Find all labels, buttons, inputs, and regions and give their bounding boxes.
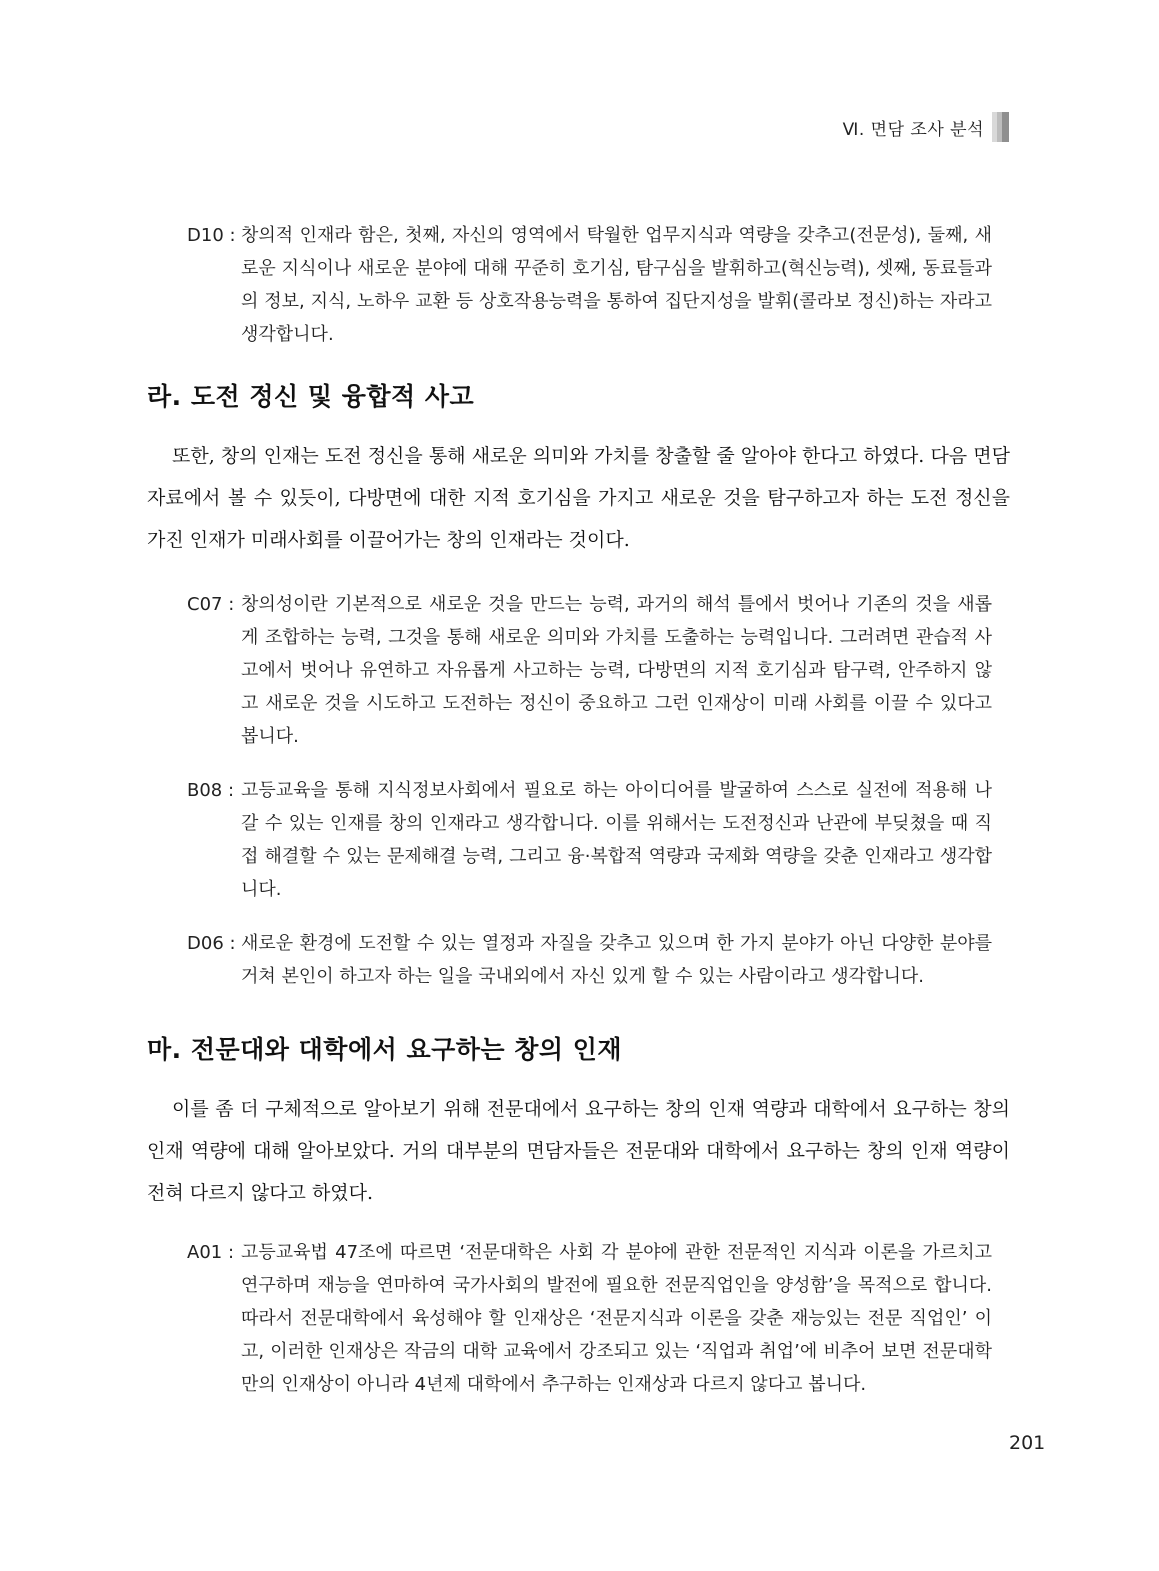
speaker-code: A01 : (187, 1242, 235, 1263)
speaker-code: C07 : (187, 594, 235, 615)
section-heading-ra: 라. 도전 정신 및 융합적 사고 (147, 382, 475, 411)
interview-quote-b08 (187, 774, 992, 906)
running-header (843, 112, 1009, 142)
speaker-code: D06 : (187, 933, 236, 954)
quote-text: 창의성이란 기본적으로 새로운 것을 만드는 능력, 과거의 해석 틀에서 벗어나 기존의 것을 새롭게 조합하는 능력, 그것을 통해 새로운 의미와 가치를 도출하는 능력입니다. 그러려면 관습적 사고에서 벗어나 유연하고 자유롭게 사고하는 능력, 다방면의 지적 호기심과 탐구력, 안주하지 않고 새로운 것을 시도하고 도전하는 정신이 중요하고 그런 인재상이 미래 사회를 이끌 수 있다고 봅니다. (241, 594, 992, 747)
speaker-code: B08 : (187, 780, 235, 801)
speaker-code: D10 : (187, 225, 236, 246)
quote-text: 새로운 환경에 도전할 수 있는 열정과 자질을 갖추고 있으며 한 가지 분야가 아닌 다양한 분야를 거쳐 본인이 하고자 하는 일을 국내외에서 자신 있게 할 수 있는 사람이라고 생각합니다. (241, 933, 992, 987)
interview-quote-d10 (187, 219, 992, 351)
header-decoration-bar (992, 112, 1009, 142)
section-heading-ma: 마. 전문대와 대학에서 요구하는 창의 인재 (147, 1035, 623, 1064)
page-number: 201 (1009, 1432, 1046, 1454)
interview-quote-d06 (187, 927, 992, 993)
body-paragraph-ma: 이를 좀 더 구체적으로 알아보기 위해 전문대에서 요구하는 창의 인재 역량과 대학에서 요구하는 창의 인재 역량에 대해 알아보았다. 거의 대부분의 면담자들은 전문대와 대학에서 요구하는 창의 인재 역량이 전혀 다르지 않다고 하였다. (147, 1098, 1010, 1204)
interview-quote-a01 (187, 1236, 992, 1401)
quote-text: 고등교육을 통해 지식정보사회에서 필요로 하는 아이디어를 발굴하여 스스로 실전에 적용해 나갈 수 있는 인재를 창의 인재라고 생각합니다. 이를 위해서는 도전정신과 난관에 부딪쳤을 때 직접 해결할 수 있는 문제해결 능력, 그리고 융·복합적 역량과 국제화 역량을 갖춘 인재라고 생각합니다. (241, 780, 992, 900)
chapter-title: Ⅵ. 면담 조사 분석 (842, 119, 984, 140)
quote-text: 고등교육법 47조에 따르면 ‘전문대학은 사회 각 분야에 관한 전문적인 지식과 이론을 가르치고 연구하며 재능을 연마하여 국가사회의 발전에 필요한 전문직업인을 양성함’을 목적으로 합니다. 따라서 전문대학에서 육성해야 할 인재상은 ‘전문지식과 이론을 갖춘 재능있는 전문 직업인’ 이고, 이러한 인재상은 작금의 대학 교육에서 강조되고 있는 ‘직업과 취업’에 비추어 보면 전문대학만의 인재상이 아니라 4년제 대학에서 추구하는 인재상과 다르지 않다고 봅니다. (241, 1242, 992, 1395)
interview-quote-c07 (187, 588, 992, 753)
quote-text: 창의적 인재라 함은, 첫째, 자신의 영역에서 탁월한 업무지식과 역량을 갖추고(전문성), 둘째, 새로운 지식이나 새로운 분야에 대해 꾸준히 호기심, 탐구심을 발휘하고(혁신능력), 셋째, 동료들과의 정보, 지식, 노하우 교환 등 상호작용능력을 통하여 집단지성을 발휘(콜라보 정신)하는 자라고 생각합니다. (241, 225, 992, 345)
body-paragraph-ra: 또한, 창의 인재는 도전 정신을 통해 새로운 의미와 가치를 창출할 줄 알아야 한다고 하였다. 다음 면담 자료에서 볼 수 있듯이, 다방면에 대한 지적 호기심을 가지고 새로운 것을 탐구하고자 하는 도전 정신을 가진 인재가 미래사회를 이끌어가는 창의 인재라는 것이다. (147, 445, 1011, 551)
